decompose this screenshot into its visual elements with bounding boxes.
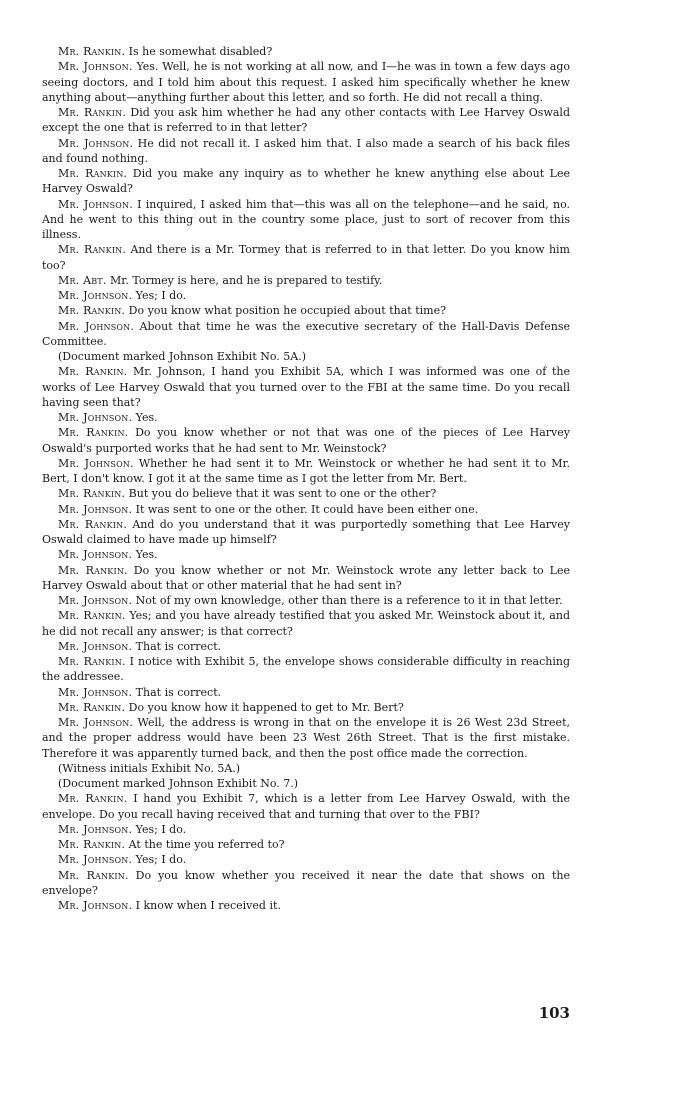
testimony-paragraph (42, 288, 570, 303)
paragraph-text: Not of my own knowledge, other than there is a reference to it in that letter. (132, 594, 563, 607)
paragraph-text: At the time you referred to? (125, 838, 285, 851)
paragraph-text: Mr. Tormey is here, and he is prepared to testify. (106, 273, 383, 287)
paragraph-text: And do you understand that it was purportedly something that Lee Harvey Oswald claimed to have made up himself? (42, 517, 570, 546)
testimony-paragraph (42, 456, 570, 487)
testimony-paragraph (42, 364, 570, 410)
speaker-label: Mr. Johnson. (58, 685, 133, 699)
speaker-label: Mr. Johnson. (58, 639, 133, 653)
paragraph-text: Do you know whether or not Mr. Weinstock wrote any letter back to Lee Harvey Oswald about that or other material that he had sent in? (42, 563, 570, 592)
paragraph-text: Yes; I do. (132, 289, 187, 302)
paragraph-text: I know when I received it. (132, 899, 281, 912)
paragraph-text: Yes. (132, 411, 158, 424)
testimony-paragraph (42, 639, 570, 654)
speaker-label: Mr. Rankin. (58, 106, 127, 119)
testimony-paragraph (42, 273, 570, 288)
speaker-label: Mr. Rankin. (58, 609, 126, 623)
testimony-paragraph (42, 868, 570, 899)
paragraph-text: Yes; I do. (132, 822, 187, 836)
speaker-label: Mr. Johnson. (58, 594, 133, 607)
testimony-paragraph (42, 410, 570, 425)
paragraph-text: It was sent to one or the other. It could have been either one. (132, 502, 479, 516)
speaker-label: Mr. Johnson. (58, 716, 134, 729)
testimony-paragraph (42, 791, 570, 822)
speaker-label: Mr. Abt. (58, 273, 107, 287)
speaker-label: Mr. Rankin. (58, 167, 128, 180)
testimony-paragraph (42, 59, 570, 105)
exhibit-note (42, 776, 570, 791)
testimony-paragraph (42, 608, 570, 639)
paragraph-text: Is he somewhat disabled? (125, 45, 273, 58)
testimony-paragraph (42, 715, 570, 761)
speaker-label: Mr. Rankin. (58, 868, 129, 882)
testimony-paragraph (42, 852, 570, 867)
paragraph-text: (Document marked Johnson Exhibit No. 5A.) (58, 350, 307, 363)
speaker-label: Mr. Johnson. (58, 502, 133, 516)
paragraph-text: He did not recall it. I asked him that. I also made a search of his back files and found nothing. (42, 136, 570, 165)
exhibit-note (42, 761, 570, 776)
testimony-paragraph (42, 700, 570, 715)
paragraph-text: (Document marked Johnson Exhibit No. 7.) (58, 777, 299, 790)
testimony-page (42, 44, 570, 913)
paragraph-text: But you do believe that it was sent to one or the other? (125, 487, 437, 501)
paragraph-text: I inquired, I asked him that—this was all on the telephone—and he said, no. And he went to this thing out in the country some place, just to sort of recover from this illness. (42, 197, 570, 241)
testimony-paragraph (42, 547, 570, 562)
speaker-label: Mr. Rankin. (58, 304, 126, 318)
exhibit-note (42, 349, 570, 364)
speaker-label: Mr. Rankin. (58, 700, 126, 714)
testimony-paragraph (42, 242, 570, 273)
paragraph-text: Mr. Johnson, I hand you Exhibit 5A, which I was informed was one of the works of Lee Harvey Oswald that you turned over to the FBI at the same time. Do you recall having seen that? (42, 365, 570, 409)
speaker-label: Mr. Rankin. (58, 243, 127, 257)
testimony-paragraph (42, 425, 570, 456)
paragraph-text: Do you know whether or not that was one of the pieces of Lee Harvey Oswald's purported works that he had sent to Mr. Weinstock? (42, 426, 570, 455)
testimony-paragraph (42, 44, 570, 59)
speaker-label: Mr. Johnson. (58, 197, 133, 211)
speaker-label: Mr. Rankin. (58, 426, 129, 440)
speaker-label: Mr. Johnson. (58, 60, 133, 74)
speaker-label: Mr. Rankin. (58, 655, 126, 668)
paragraph-text: That is correct. (132, 639, 222, 653)
page-number: 103 (538, 1004, 570, 1022)
testimony-paragraph (42, 319, 570, 350)
speaker-label: Mr. Rankin. (58, 487, 126, 501)
speaker-label: Mr. Rankin. (58, 792, 128, 806)
paragraph-text: Do you know how it happened to get to Mr. Bert? (125, 700, 404, 714)
paragraph-text: Yes; and you have already testified that you asked Mr. Weinstock about it, and he did not recall any answer; is that correct? (42, 609, 570, 638)
speaker-label: Mr. Johnson. (58, 899, 133, 912)
paragraph-text: I notice with Exhibit 5, the envelope shows considerable difficulty in reaching the addressee. (42, 655, 570, 684)
paragraph-text: And there is a Mr. Tormey that is referred to in that letter. Do you know him too? (42, 243, 570, 272)
testimony-paragraph (42, 502, 570, 517)
speaker-label: Mr. Johnson. (58, 319, 135, 333)
testimony-paragraph (42, 136, 570, 167)
speaker-label: Mr. Rankin. (58, 365, 128, 379)
paragraph-text: Do you know whether you received it near the date that shows on the envelope? (42, 868, 570, 897)
speaker-label: Mr. Johnson. (58, 289, 133, 302)
speaker-label: Mr. Rankin. (58, 838, 126, 851)
testimony-paragraph (42, 593, 570, 608)
testimony-paragraph (42, 822, 570, 837)
testimony-paragraph (42, 197, 570, 243)
testimony-paragraph (42, 486, 570, 501)
paragraph-text: Do you know what position he occupied about that time? (125, 304, 446, 318)
speaker-label: Mr. Johnson. (58, 548, 133, 562)
speaker-label: Mr. Rankin. (58, 517, 128, 531)
paragraph-text: About that time he was the executive secretary of the Hall-Davis Defense Committee. (42, 319, 570, 348)
testimony-paragraph (42, 685, 570, 700)
testimony-paragraph (42, 105, 570, 136)
speaker-label: Mr. Johnson. (58, 411, 133, 424)
speaker-label: Mr. Johnson. (58, 853, 133, 867)
testimony-paragraph (42, 517, 570, 548)
paragraph-text: I hand you Exhibit 7, which is a letter from Lee Harvey Oswald, with the envelope. Do you recall having received that and turning that over to the FBI? (42, 792, 570, 821)
paragraph-text: Whether he had sent it to Mr. Weinstock or whether he had sent it to Mr. Bert, I don't know. I got it at the same time as I got the letter from Mr. Bert. (42, 456, 570, 485)
testimony-paragraph (42, 166, 570, 197)
testimony-paragraph (42, 654, 570, 685)
paragraph-text: Well, the address is wrong in that on the envelope it is 26 West 23d Street, and the proper address would have been 23 West 26th Street. That is the first mistake. Therefore it was apparently turned back, and then the post office made the correction. (42, 716, 570, 760)
speaker-label: Mr. Johnson. (58, 822, 133, 836)
testimony-paragraph (42, 898, 570, 913)
paragraph-text: Yes. Well, he is not working at all now, and I—he was in town a few days ago seeing doctors, and I told him about this request. I asked him specifically whether he knew anything about—anything further about this letter, and so forth. He did not recall a thing. (42, 60, 570, 104)
speaker-label: Mr. Johnson. (58, 456, 134, 470)
testimony-paragraph (42, 837, 570, 852)
paragraph-text: Yes; I do. (132, 853, 187, 867)
paragraph-text: (Witness initials Exhibit No. 5A.) (58, 761, 241, 775)
speaker-label: Mr. Rankin. (58, 563, 128, 577)
testimony-paragraph (42, 563, 570, 594)
paragraph-text: Yes. (132, 548, 158, 562)
testimony-paragraph (42, 303, 570, 318)
paragraph-text: Did you make any inquiry as to whether he knew anything else about Lee Harvey Oswald? (42, 167, 570, 196)
paragraph-text: That is correct. (132, 685, 222, 699)
paragraph-text: Did you ask him whether he had any other contacts with Lee Harvey Oswald except the one that is referred to in that letter? (42, 106, 570, 135)
speaker-label: Mr. Johnson. (58, 136, 134, 150)
speaker-label: Mr. Rankin. (58, 45, 126, 58)
